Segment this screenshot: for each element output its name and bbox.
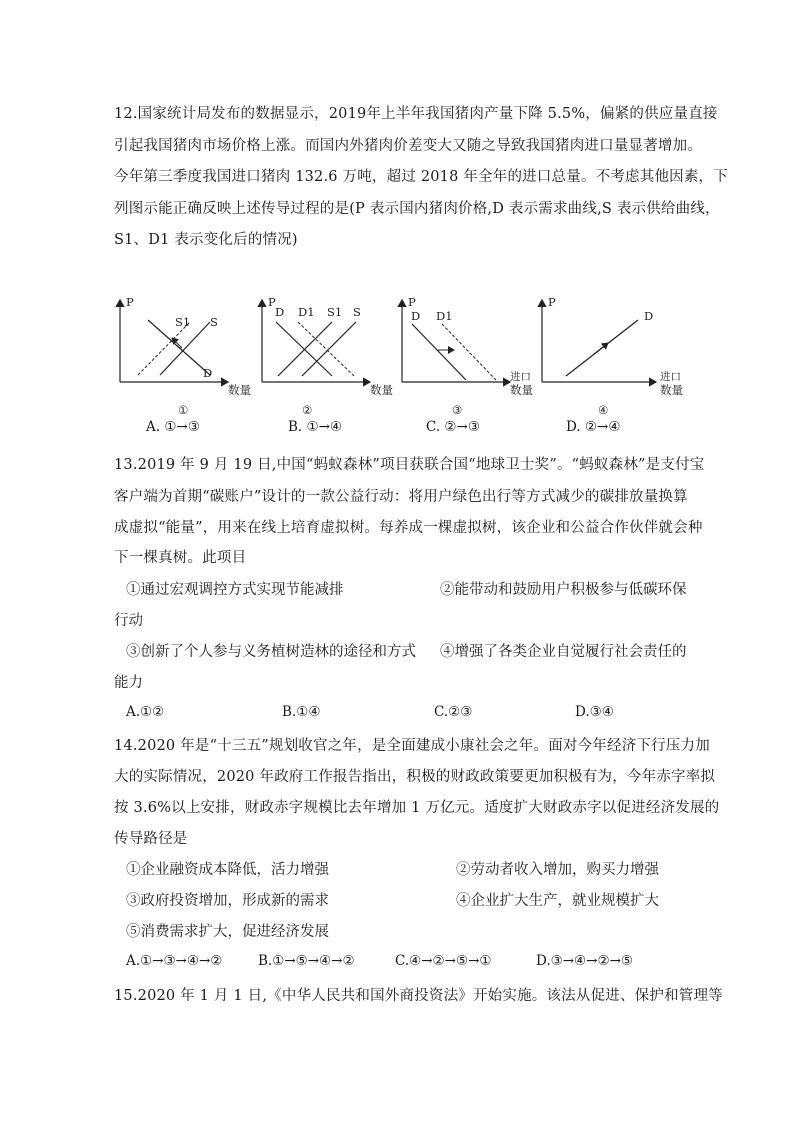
q14-line-2: 大的实际情况，2020 年政府工作报告指出，积极的财政政策要更加积极有为，今年赤字率拟 bbox=[114, 769, 716, 785]
graph-2-label-d1: D1 bbox=[298, 305, 315, 319]
graph-1-supply-dashed bbox=[138, 322, 190, 375]
q13-item-1: ①通过宏观调控方式实现节能减排 bbox=[126, 582, 344, 598]
q14-item-3: ③政府投资增加，形成新的需求 bbox=[126, 893, 329, 909]
q13-line-2: 客户端为首期“碳账户”设计的一款公益行动：将用户绿色出行等方式减少的碳排放量换算 bbox=[114, 489, 688, 505]
q12-choice-c[interactable]: C. ②→③ bbox=[426, 419, 480, 435]
q14-item-1: ①企业融资成本降低，活力增强 bbox=[126, 862, 329, 878]
q14-line-4: 传导路径是 bbox=[114, 831, 188, 847]
q14-line-3: 按 3.6%以上安排，财政赤字规模比去年增加 1 万亿元。适度扩大财政赤字以促进经济发展的 bbox=[114, 800, 720, 816]
q12-line-1: 12.国家统计局发布的数据显示，2019年上半年我国猪肉产量下降 5.5%，偏紧的供应量直接 bbox=[114, 106, 718, 122]
graph-2-label-s1: S1 bbox=[327, 305, 343, 319]
graph-1-number: ① bbox=[178, 403, 189, 417]
q13-item-3: ③创新了个人参与义务植树造林的途径和方式 bbox=[126, 644, 416, 660]
graph-4-arrow bbox=[594, 343, 608, 354]
graph-2-x-label: 数量 bbox=[370, 383, 393, 397]
q13-choice-a[interactable]: A.①② bbox=[126, 704, 165, 720]
graph-3-x-extra: 进口 bbox=[510, 371, 531, 383]
q12-line-5: S1、D1 表示变化后的情况) bbox=[114, 232, 298, 248]
graph-1-label-s: S bbox=[210, 315, 218, 329]
graph-4-x-label: 数量 bbox=[660, 383, 683, 397]
graph-3-label-d: D bbox=[411, 309, 421, 323]
q14-item-5: ⑤消费需求扩大，促进经济发展 bbox=[126, 924, 329, 940]
q12-choice-a[interactable]: A. ①→③ bbox=[146, 419, 200, 435]
graph-3 bbox=[402, 295, 533, 417]
q12-choice-b[interactable]: B. ①→④ bbox=[288, 419, 343, 435]
graph-2-number: ② bbox=[302, 403, 313, 417]
graph-3-demand-line bbox=[412, 324, 466, 380]
graph-2-label-s: S bbox=[353, 305, 361, 319]
q14-item-4: ④企业扩大生产，就业规模扩大 bbox=[456, 893, 659, 909]
q13-choice-d[interactable]: D.③④ bbox=[575, 704, 614, 720]
graph-3-label-d1: D1 bbox=[436, 309, 453, 323]
q13-line-4: 下一棵真树。此项目 bbox=[114, 550, 247, 566]
q14-line-1: 14.2020 年是“十三五”规划收官之年，是全面建成小康社会之年。面对今年经济下行压力加 bbox=[114, 738, 710, 754]
graph-2-label-d: D bbox=[275, 305, 285, 319]
graph-3-x-label: 数量 bbox=[510, 383, 533, 397]
q12-line-2: 引起我国猪肉市场价格上涨。而国内外猪肉价差变大又随之导致我国猪肉进口量显著增加。 bbox=[114, 138, 702, 154]
graph-2-demand-dashed bbox=[298, 322, 354, 376]
graph-1-label-d: D bbox=[203, 366, 213, 380]
graph-3-y-label: P bbox=[408, 295, 416, 309]
q12-line-3: 今年第三季度我国进口猪肉 132.6 万吨，超过 2018 年全年的进口总量。不考虑其他因素，下 bbox=[114, 169, 728, 185]
graph-2-supply-2 bbox=[302, 322, 356, 376]
q13-choice-c[interactable]: C.②③ bbox=[434, 704, 473, 720]
q13-item-2-cont: 行动 bbox=[114, 613, 143, 629]
graph-2 bbox=[262, 295, 393, 417]
q14-item-2: ②劳动者收入增加，购买力增强 bbox=[456, 862, 659, 878]
graph-3-number: ③ bbox=[452, 403, 463, 417]
graph-1-label-s1: S1 bbox=[175, 315, 191, 329]
q15-line-1: 15.2020 年 1 月 1 日,《中华人民共和国外商投资法》开始实施。该法从促进、保护和管理等 bbox=[114, 988, 723, 1004]
graph-4 bbox=[542, 295, 683, 417]
graph-2-y-label: P bbox=[268, 295, 276, 309]
q14-choice-b[interactable]: B.①→⑤→④→② bbox=[258, 953, 355, 969]
graph-4-y-label: P bbox=[548, 295, 556, 309]
graph-4-label-d: D bbox=[644, 309, 654, 323]
q13-line-3: 成虚拟“能量”，用来在线上培育虚拟树。每养成一棵虚拟树，该企业和公益合作伙伴就会种 bbox=[114, 520, 703, 536]
q12-line-4: 列图示能正确反映上述传导过程的是(P 表示国内猪肉价格,D 表示需求曲线,S 表示供给曲线， bbox=[114, 201, 720, 217]
graph-4-x-extra: 进口 bbox=[660, 371, 681, 383]
graph-4-number: ④ bbox=[598, 403, 609, 417]
q14-choice-a[interactable]: A.①→③→④→② bbox=[126, 953, 223, 969]
q13-item-2: ②能带动和鼓励用户积极参与低碳环保 bbox=[440, 582, 687, 598]
q13-line-1: 13.2019 年 9 月 19 日,中国“蚂蚁森林”项目获联合国“地球卫士奖”。“蚂蚁森林”是支付宝 bbox=[114, 457, 705, 473]
graph-1-y-label: P bbox=[126, 295, 134, 309]
q13-choice-b[interactable]: B.①④ bbox=[282, 704, 321, 720]
q14-choice-c[interactable]: C.④→②→⑤→① bbox=[395, 953, 492, 969]
graph-1 bbox=[120, 295, 251, 417]
q12-choice-d[interactable]: D. ②→④ bbox=[566, 419, 621, 435]
q13-item-4: ④增强了各类企业自觉履行社会责任的 bbox=[440, 644, 687, 660]
graph-3-demand-dashed bbox=[442, 324, 496, 380]
graph-1-x-label: 数量 bbox=[228, 383, 251, 397]
q14-choice-d[interactable]: D.③→④→②→⑤ bbox=[536, 953, 633, 969]
q13-item-4-cont: 能力 bbox=[114, 675, 143, 691]
